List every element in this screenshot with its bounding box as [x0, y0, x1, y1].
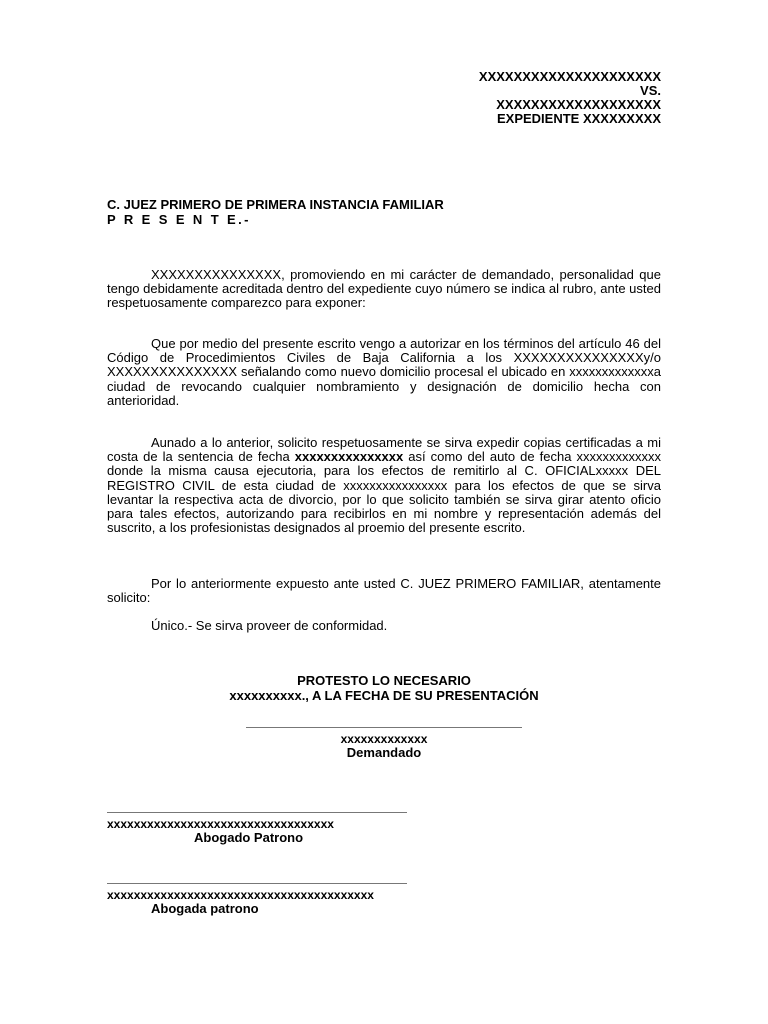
paragraph-authorization-text: Que por medio del presente escrito vengo a autorizar en los términos del artículo 46 del Código de Procedimientos Civiles de Baja California a los XXXXXXXXXXXXXXXy/o XXXXXXXXXXXXXXX señalando como nuevo domicilio procesal el ubicado en xxxxxxxxxxxxxa ciudad de revocando cualquier nombramiento y designación de domicilio hecha con anterioridad. — [107, 336, 661, 408]
paragraph-unico-text: Único.- Se sirva proveer de conformidad. — [151, 618, 388, 633]
paragraph-intro — [107, 268, 661, 311]
case-number: EXPEDIENTE XXXXXXXXX — [496, 111, 661, 126]
presente-label: P R E S E N T E.- — [107, 212, 251, 227]
signer-role: Abogada patrono — [151, 901, 259, 916]
signature-line — [107, 883, 407, 884]
sentence-date: xxxxxxxxxxxxxxx — [294, 449, 404, 465]
signer-role: Demandado — [346, 745, 422, 760]
signature-line — [107, 812, 407, 813]
plaintiff-name: XXXXXXXXXXXXXXXXXXXXX — [478, 69, 661, 84]
paragraph-intro-text: XXXXXXXXXXXXXXX, promoviendo en mi carácter de demandado, personalidad que tengo debidamente acreditada dentro del expediente cuyo número se indica al rubro, ante usted respetuosamente comparezco para exponer: — [107, 267, 661, 311]
signer-name: xxxxxxxxxxxxxxxxxxxxxxxxxxxxxxxxxxxxxxxx — [107, 888, 374, 902]
defendant-name: XXXXXXXXXXXXXXXXXXX — [496, 97, 661, 112]
paragraph-unico — [107, 619, 661, 633]
closing-block — [107, 673, 661, 703]
paragraph-request-text-a: Aunado a lo anterior, solicito respetuosamente se sirva expedir copias certificadas a mi costa de la sentencia de fecha — [107, 435, 661, 465]
judge-title: C. JUEZ PRIMERO DE PRIMERA INSTANCIA FAMILIAR — [107, 197, 444, 212]
place-date-label: xxxxxxxxxx., A LA FECHA DE SU PRESENTACIÓN — [229, 688, 539, 703]
paragraph-request-text-b: así como del auto de fecha xxxxxxxxxxxxx donde la misma causa ejecutoria, para los efectos de remitirlo al C. OFICIALxxxxx DEL REGISTRO CIVIL de esta ciudad de xxxxxxxxxxxxxxxx para los efectos de que se sirva levantar la respectiva acta de divorcio, por lo que solicito también se sirva girar atento oficio para tales efectos, autorizando para recibirlos en mi nombre y representación además del suscrito, a los profesionistas designados al proemio del presente escrito. — [107, 449, 661, 536]
paragraph-petition-text: Por lo anteriormente expuesto ante usted C. JUEZ PRIMERO FAMILIAR, atentamente solicito: — [107, 576, 661, 606]
addressee-block — [107, 197, 444, 227]
paragraph-authorization — [107, 337, 661, 408]
signer-name: xxxxxxxxxxxxxxxxxxxxxxxxxxxxxxxxxx — [107, 817, 334, 831]
signature-attorney-1 — [107, 812, 407, 845]
paragraph-request — [107, 436, 661, 535]
signature-defendant — [246, 727, 522, 760]
signature-line — [246, 727, 522, 728]
case-header — [479, 70, 661, 126]
paragraph-petition — [107, 577, 661, 605]
versus-label: VS. — [640, 83, 661, 98]
protesto-label: PROTESTO LO NECESARIO — [297, 673, 471, 688]
signature-attorney-2 — [107, 883, 407, 916]
signer-role: Abogado Patrono — [194, 830, 304, 845]
signer-name: xxxxxxxxxxxxx — [340, 732, 428, 746]
